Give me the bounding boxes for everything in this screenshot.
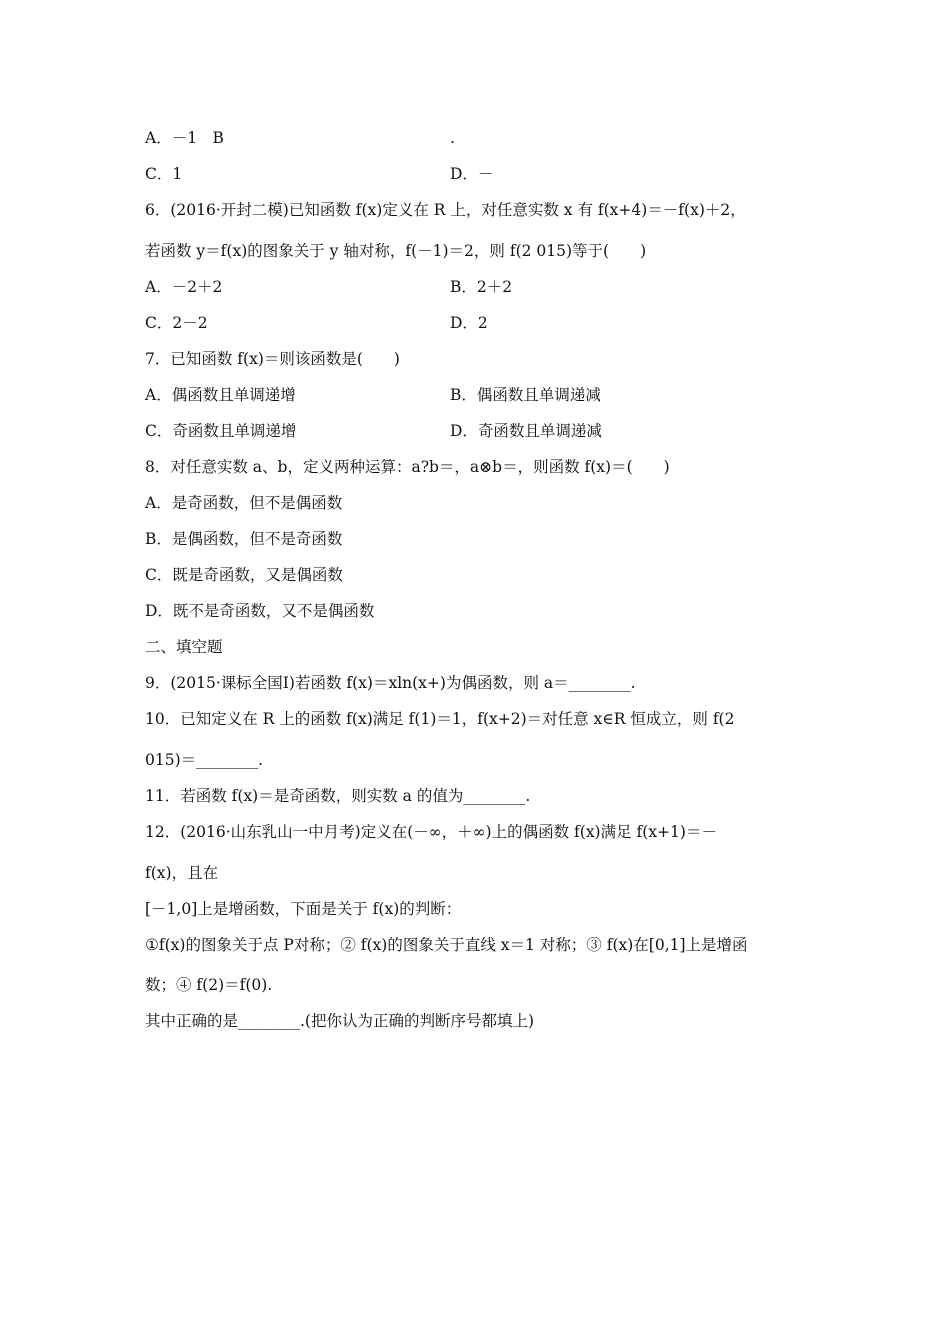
q10-stem-line1: 10．已知定义在 R 上的函数 f(x)满足 f(1)＝1，f(x+2)＝对任意 x∈R 恒成立，则 f(2 [145, 710, 735, 728]
q12-stem-line4: ①f(x)的图象关于点 P对称；② f(x)的图象关于直线 x＝1 对称；③ f(x)在[0,1]上是增函 [145, 936, 748, 954]
q8-stem: 8．对任意实数 a、b，定义两种运算：a?b＝，a⊗b＝，则函数 f(x)＝( ) [145, 458, 670, 476]
q6-option-d: D．2 [450, 314, 488, 332]
q5-option-c: C．1 [145, 165, 183, 183]
q5-option-d: D．－ [450, 165, 494, 183]
q7-option-d: D．奇函数且单调递减 [450, 422, 602, 440]
q6-stem-line2: 若函数 y＝f(x)的图象关于 y 轴对称，f(－1)＝2，则 f(2 015)等于( ) [145, 242, 647, 260]
q6-option-b: B．2＋2 [450, 278, 513, 296]
q12-stem-line1: 12．(2016·山东乳山一中月考)定义在(－∞，＋∞)上的偶函数 f(x)满足 f(x+1)＝－ [145, 823, 717, 841]
q8-option-c: C．既是奇函数，又是偶函数 [145, 566, 343, 584]
q5-option-b: . [450, 129, 455, 147]
q12-stem-line3: [－1,0]上是增函数，下面是关于 f(x)的判断： [145, 900, 462, 918]
q10-stem-line2: 015)＝________. [145, 751, 264, 769]
q12-stem-line2: f(x)，且在 [145, 864, 219, 882]
section-heading-fill-in: 二、填空题 [145, 638, 223, 656]
q7-option-b: B．偶函数且单调递减 [450, 386, 601, 404]
q6-option-a: A．－2＋2 [145, 278, 223, 296]
q5-option-a: A．－1 B [145, 129, 224, 147]
q6-stem-line1: 6．(2016·开封二模)已知函数 f(x)定义在 R 上，对任意实数 x 有 f(x+4)＝－f(x)＋2， [145, 201, 746, 219]
q12-stem-line6: 其中正确的是________.(把你认为正确的判断序号都填上) [145, 1012, 535, 1030]
q7-stem: 7．已知函数 f(x)＝则该函数是( ) [145, 350, 400, 368]
q12-stem-line5: 数；④ f(2)＝f(0). [145, 976, 273, 994]
q6-option-c: C．2－2 [145, 314, 208, 332]
q9-stem: 9．(2015·课标全国Ⅰ)若函数 f(x)＝xln(x+)为偶函数，则 a＝________. [145, 674, 636, 692]
q8-option-a: A．是奇函数，但不是偶函数 [145, 494, 343, 512]
q7-option-c: C．奇函数且单调递增 [145, 422, 297, 440]
q11-stem: 11．若函数 f(x)＝是奇函数，则实数 a 的值为________. [145, 787, 531, 805]
q8-option-d: D．既不是奇函数，又不是偶函数 [145, 602, 375, 620]
q8-option-b: B．是偶函数，但不是奇函数 [145, 530, 343, 548]
q7-option-a: A．偶函数且单调递增 [145, 386, 296, 404]
